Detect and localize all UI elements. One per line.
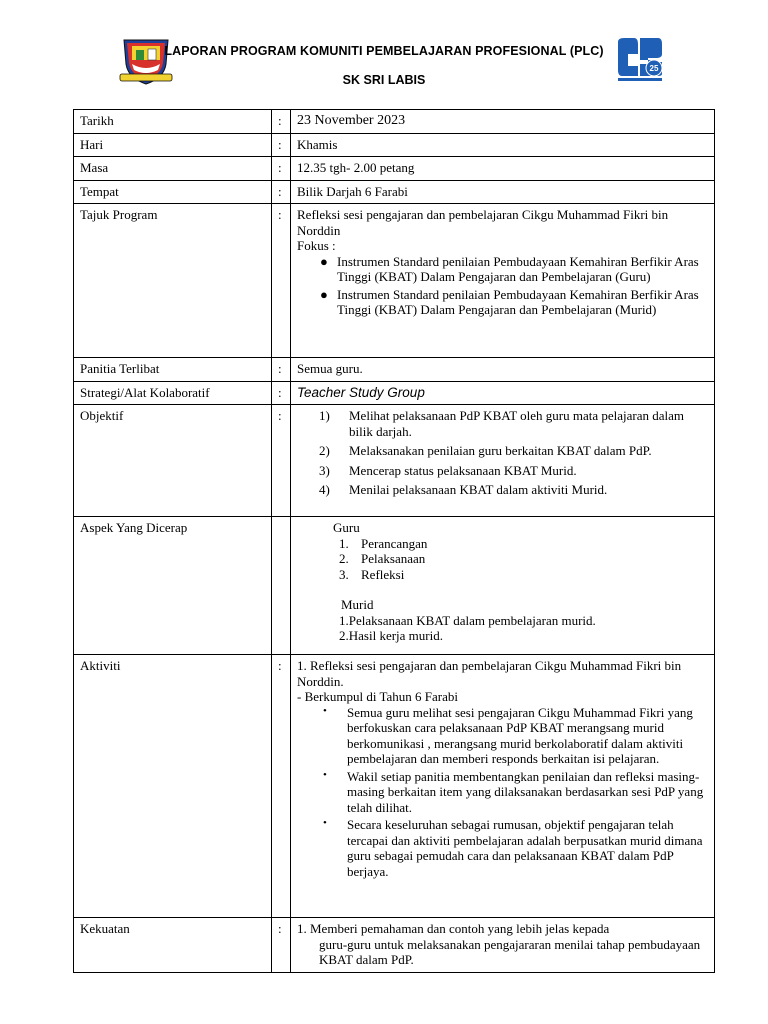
row-tempat [74, 180, 715, 204]
row-tarikh [74, 110, 715, 134]
fokus-list [297, 254, 708, 318]
aspek-murid-label: Murid [341, 597, 374, 612]
list-item: 2.Hasil kerja murid. [339, 628, 443, 643]
list-item: • Secara keseluruhan sebagai rumusan, objektif pengajaran telah tercapai dan aktiviti pembelajaran adalah berpusatkan murid dimana guru sebagai pemudah cara dan pelaksanaan KBAT dalam PdP berjaya. [323, 817, 703, 879]
value-aspek [291, 517, 715, 655]
value-tarikh: 23 November 2023 [291, 110, 715, 134]
report-table [73, 109, 715, 973]
colon: : [272, 405, 291, 517]
row-strategi [74, 381, 715, 405]
bullet-icon: • [323, 704, 327, 717]
label-panitia: Panitia Terlibat [74, 358, 272, 382]
value-masa: 12.35 tgh- 2.00 petang [291, 157, 715, 181]
label-aktiviti: Aktiviti [74, 655, 272, 918]
value-hari: Khamis [291, 133, 715, 157]
aktiviti-heading: 1. Refleksi sesi pengajaran dan pembelajaran Cikgu Muhammad Fikri bin Norddin. [297, 658, 682, 689]
aktiviti-list [297, 705, 708, 880]
fokus-label: Fokus : [297, 238, 336, 253]
colon: : [272, 157, 291, 181]
aktiviti-location: - Berkumpul di Tahun 6 Farabi [297, 689, 458, 704]
list-item: ● Instrumen Standard penilaian Pembudayaan Kemahiran Berfikir Aras Tinggi (KBAT) Dalam Pengajaran dan Pembelajaran (Murid) [320, 286, 699, 317]
colon [272, 517, 291, 655]
row-aktiviti [74, 655, 715, 918]
colon: : [272, 381, 291, 405]
list-item: 1.Pelaksanaan KBAT dalam pembelajaran murid. [339, 612, 596, 628]
colon: : [272, 133, 291, 157]
colon: : [272, 918, 291, 973]
row-masa [74, 157, 715, 181]
label-strategi: Strategi/Alat Kolaboratif [74, 381, 272, 405]
kekuatan-line: 1. Memberi pemahaman dan contoh yang lebih jelas kepada [297, 921, 610, 936]
list-item: 1. Perancangan [339, 535, 428, 551]
row-panitia [74, 358, 715, 382]
label-kekuatan: Kekuatan [74, 918, 272, 973]
list-item: 3) Mencerap status pelaksanaan KBAT Murid. [319, 462, 577, 478]
bullet-icon: ● [320, 253, 328, 269]
colon: : [272, 655, 291, 918]
colon: : [272, 204, 291, 358]
value-strategi: Teacher Study Group [291, 381, 715, 405]
value-tajuk-program [291, 204, 715, 358]
objektif-list [297, 408, 708, 498]
row-kekuatan [74, 918, 715, 973]
label-masa: Masa [74, 157, 272, 181]
list-item: ● Instrumen Standard penilaian Pembudayaan Kemahiran Berfikir Aras Tinggi (KBAT) Dalam Pengajaran dan Pembelajaran (Guru) [320, 253, 699, 284]
colon: : [272, 110, 291, 134]
anniversary-logo [614, 36, 664, 84]
row-aspek [74, 517, 715, 655]
list-item: • Wakil setiap panitia membentangkan penilaian dan refleksi masing-masing berkaitan item yang dilaksanakan berdasarkan sesi PdP yang telah dilihat. [323, 768, 704, 815]
bullet-icon: ● [320, 286, 328, 302]
label-tempat: Tempat [74, 180, 272, 204]
list-item: 3. Refleksi [339, 566, 405, 582]
report-title: LAPORAN PROGRAM KOMUNITI PEMBELAJARAN PROFESIONAL (PLC) [164, 44, 604, 58]
kekuatan-line: guru-guru untuk melaksanakan pengajararan menilai tahap pembudayaan KBAT dalam PdP. [319, 936, 701, 967]
colon: : [272, 180, 291, 204]
list-item: 4) Menilai pelaksanaan KBAT dalam aktiviti Murid. [319, 482, 608, 497]
aspek-guru-label: Guru [333, 520, 360, 535]
value-panitia: Semua guru. [291, 358, 715, 382]
bullet-icon: • [323, 768, 327, 781]
bullet-icon: • [323, 817, 327, 829]
value-objektif [291, 405, 715, 517]
value-kekuatan [291, 918, 715, 973]
label-aspek: Aspek Yang Dicerap [74, 517, 272, 655]
aspek-guru-list [297, 536, 708, 583]
row-objektif [74, 405, 715, 517]
list-item: 2. Pelaksanaan [339, 551, 426, 566]
school-name: SK SRI LABIS [342, 73, 426, 87]
list-item: • Semua guru melihat sesi pengajaran Cikgu Muhammad Fikri yang berfokuskan cara pelaksanaan PdP KBAT merangsang murid berkomunikasi , merangsang murid berkolaboratif dalam aktiviti pembelajaran dan memberi responds berkaitan isi pelajaran. [323, 704, 693, 766]
list-item: 2) Melaksanakan penilaian guru berkaitan KBAT dalam PdP. [319, 443, 652, 458]
row-tajuk-program [74, 204, 715, 358]
svg-text:25: 25 [649, 64, 659, 73]
tajuk-title: Refleksi sesi pengajaran dan pembelajaran Cikgu Muhammad Fikri bin Norddin [297, 207, 669, 238]
label-objektif: Objektif [74, 405, 272, 517]
label-tajuk-program: Tajuk Program [74, 204, 272, 358]
colon: : [272, 358, 291, 382]
label-tarikh: Tarikh [74, 110, 272, 134]
list-item: 1) Melihat pelaksanaan PdP KBAT oleh guru mata pelajaran dalam bilik darjah. [319, 408, 685, 439]
value-tempat: Bilik Darjah 6 Farabi [291, 180, 715, 204]
label-hari: Hari [74, 133, 272, 157]
row-hari [74, 133, 715, 157]
value-aktiviti [291, 655, 715, 918]
report-header [0, 0, 768, 100]
